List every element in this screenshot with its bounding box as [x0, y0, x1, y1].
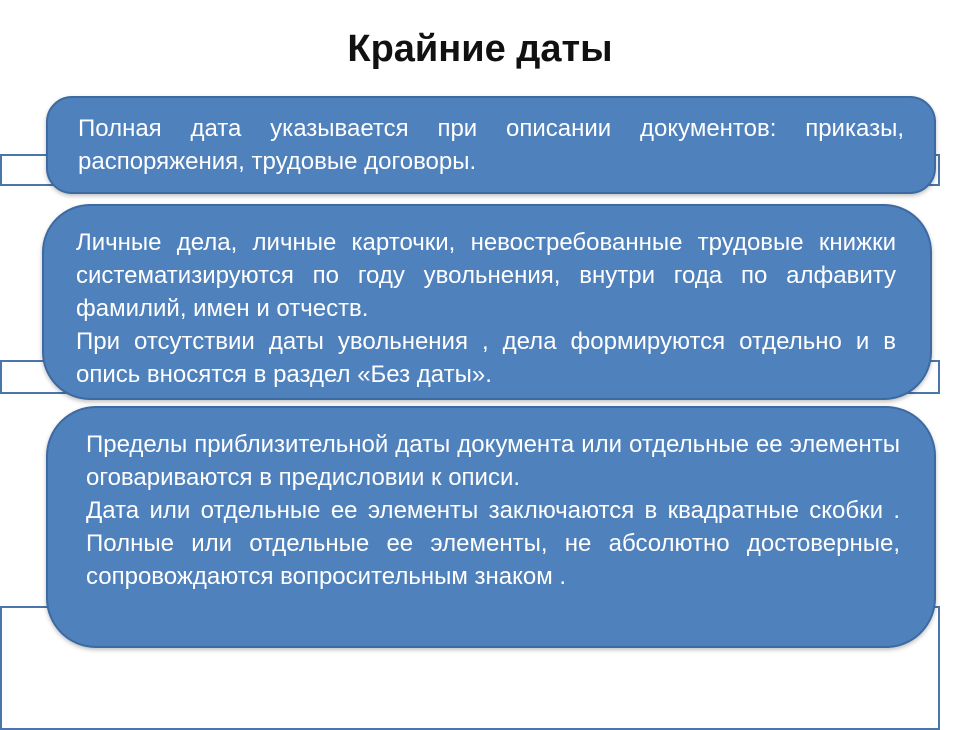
card-3-paragraph-2: Дата или отдельные ее элементы заключаются в квадратные скобки . Полные или отдельные ее элементы, не абсолютно достоверные, сопровождаются вопросительным знаком .: [86, 497, 900, 590]
card-2-paragraph-1: Личные дела, личные карточки, невостребованные трудовые книжки систематизируются по году увольнения, внутри года по алфавиту фамилий, имен и отчеств.: [76, 229, 896, 322]
card-3-paragraph-1: Пределы приблизительной даты документа или отдельные ее элементы оговариваются в предисловии к описи.: [86, 431, 900, 491]
info-card-personal-files: [42, 204, 932, 400]
info-card-full-date: [46, 96, 936, 194]
page-title: Крайние даты: [347, 28, 613, 70]
card-2-paragraph-2: При отсутствии даты увольнения , дела формируются отдельно и в опись вносятся в раздел «Без даты».: [76, 328, 896, 388]
card-1-paragraph-1: Полная дата указывается при описании документов: приказы, распоряжения, трудовые договоры.: [78, 115, 904, 175]
info-card-approximate-date: [46, 406, 936, 648]
